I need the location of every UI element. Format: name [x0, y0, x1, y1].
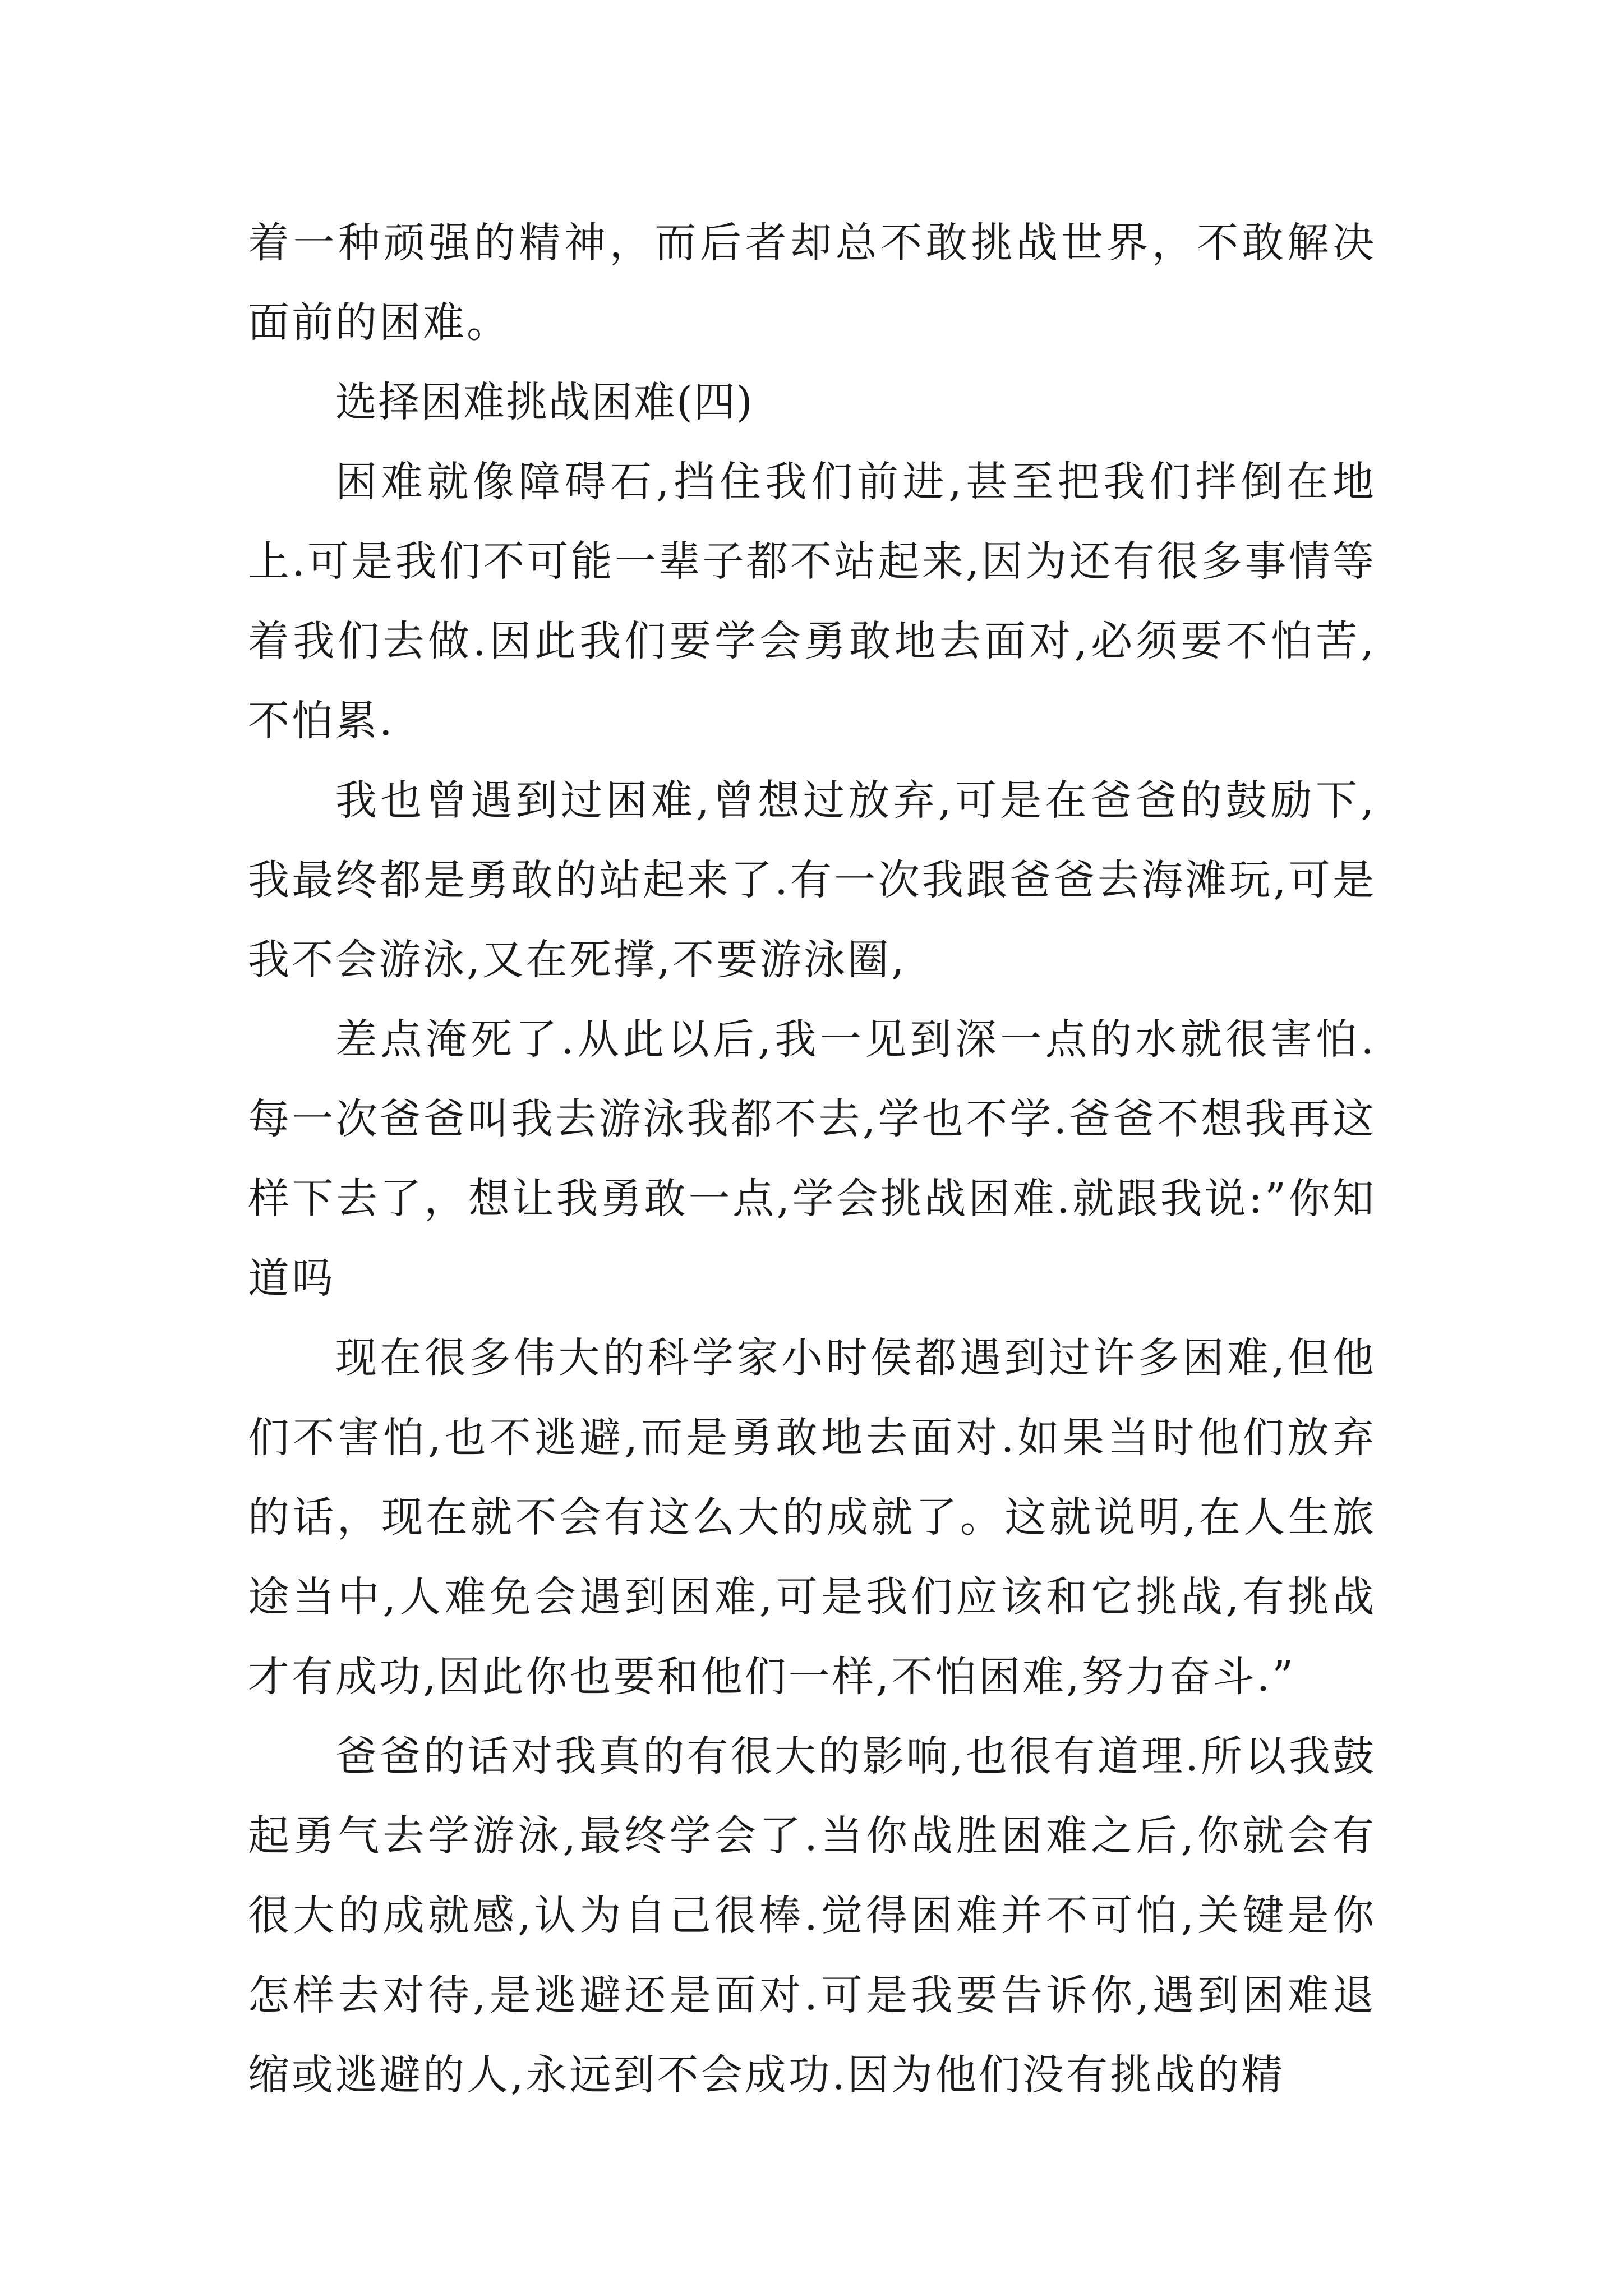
paragraph: 现在很多伟大的科学家小时侯都遇到过许多困难,但他们不害怕,也不逃避,而是勇敢地去面对.如果当时他们放弃的话，现在就不会有这么大的成就了。这就说明,在人生旅途当中,人难免会遇到困难,可是我们应该和它挑战,有挑战才有成功,因此你也要和他们一样,不怕困难,努力奋斗.” — [248, 1334, 1376, 1701]
document-body — [248, 203, 1376, 2115]
paragraph: 爸爸的话对我真的有很大的影响,也很有道理.所以我鼓起勇气去学游泳,最终学会了.当你战胜困难之后,你就会有很大的成就感,认为自己很棒.觉得困难并不可怕,关键是你怎样去对待,是逃避还是面对.可是我要告诉你,遇到困难退缩或逃避的人,永远到不会成功.因为他们没有挑战的精 — [248, 1732, 1376, 2099]
paragraph: 着一种顽强的精神，而后者却总不敢挑战世界，不敢解决面前的困难。 — [248, 219, 1376, 347]
section-heading: 选择困难挑战困难(四) — [335, 378, 754, 426]
paragraph: 我也曾遇到过困难,曾想过放弃,可是在爸爸的鼓励下,我最终都是勇敢的站起来了.有一次我跟爸爸去海滩玩,可是我不会游泳,又在死撑,不要游泳圈, — [248, 776, 1376, 984]
paragraph: 差点淹死了.从此以后,我一见到深一点的水就很害怕.每一次爸爸叫我去游泳我都不去,学也不学.爸爸不想我再这样下去了，想让我勇敢一点,学会挑战困难.就跟我说:”你知道吗 — [248, 1015, 1376, 1303]
paragraph: 困难就像障碍石,挡住我们前进,甚至把我们拌倒在地上.可是我们不可能一辈子都不站起来,因为还有很多事情等着我们去做.因此我们要学会勇敢地去面对,必须要不怕苦,不怕累. — [248, 458, 1376, 745]
